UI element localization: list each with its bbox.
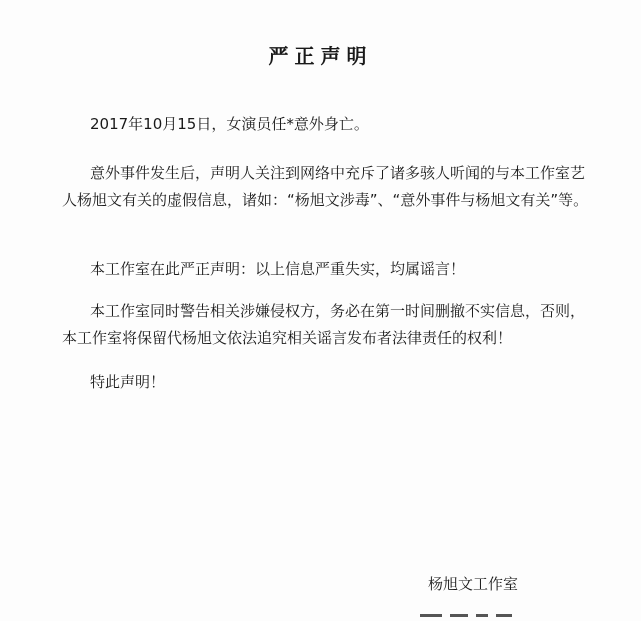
signature: 杨旭文工作室 bbox=[428, 575, 519, 593]
cropped-date-line bbox=[420, 610, 540, 618]
rumor-paragraph: 意外事件发生后，声明人关注到网络中充斥了诸多骇人听闻的与本工作室艺人杨旭文有关的虚假信息，诸如：“杨旭文涉毒”、“意外事件与杨旭文有关”等。 bbox=[62, 164, 589, 209]
date-paragraph: 2017年10月15日，女演员任*意外身亡。 bbox=[90, 115, 369, 133]
warning-paragraph: 本工作室同时警告相关涉嫌侵权方，务必在第一时间删撤不实信息，否则，本工作室将保留代杨旭文依法追究相关谣言发布者法律责任的权利！ bbox=[62, 302, 586, 347]
declaration-paragraph: 本工作室在此严正声明：以上信息严重失实，均属谣言！ bbox=[90, 260, 466, 278]
closing-paragraph: 特此声明！ bbox=[90, 373, 166, 391]
page-title: 严正声明 bbox=[268, 44, 373, 68]
